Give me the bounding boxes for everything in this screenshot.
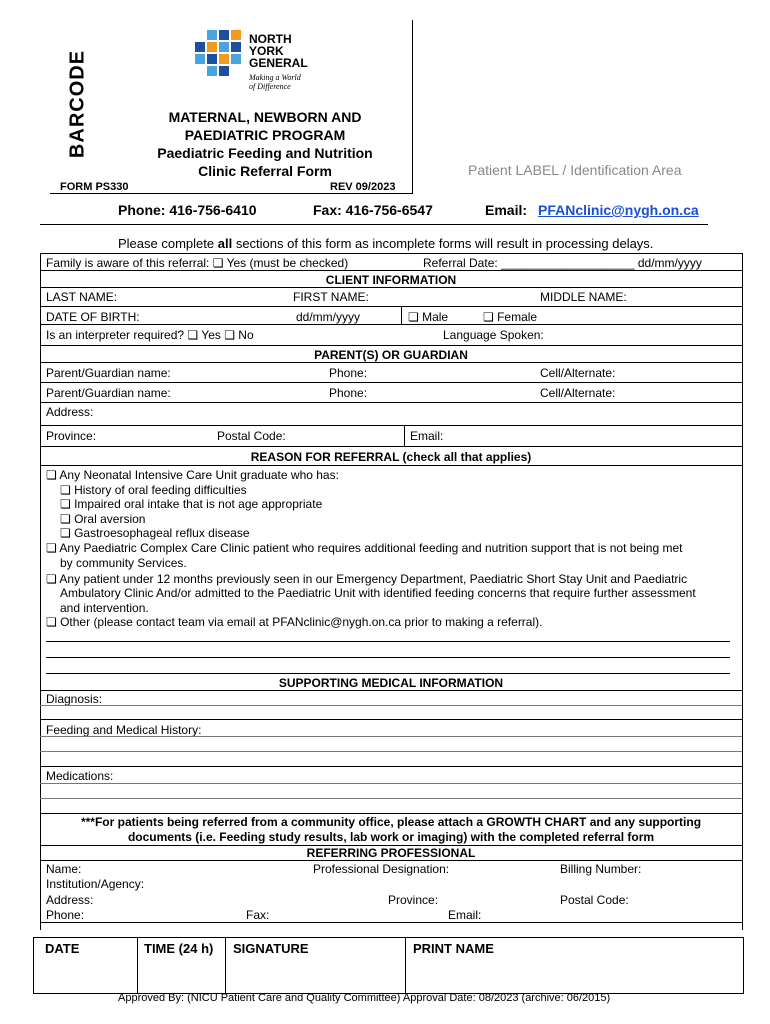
barcode-label: BARCODE <box>66 49 89 159</box>
header-rule <box>50 193 413 194</box>
form-top-border <box>40 253 742 254</box>
last-name-field[interactable]: LAST NAME: <box>46 290 118 304</box>
reason-heading: REASON FOR REFERRAL (check all that applies) <box>250 450 532 464</box>
row-line <box>40 287 742 288</box>
guardian1-phone-field[interactable]: Phone: <box>329 366 368 380</box>
approval-footer: Approved By: (NICU Patient Care and Quality Committee) Approval Date: 08/2023 (archive: 06/2015) <box>118 992 611 1004</box>
row-line <box>40 270 742 271</box>
print-name-cell[interactable]: PRINT NAME <box>413 941 494 956</box>
row-line <box>40 860 742 861</box>
row-line <box>40 345 742 346</box>
medications-field[interactable]: Medications: <box>46 769 114 783</box>
other-line-3[interactable] <box>46 673 730 674</box>
clinic-email-label: Email: <box>485 202 528 218</box>
signature-cell[interactable]: SIGNATURE <box>233 941 309 956</box>
row-line <box>40 306 742 307</box>
label-area-divider <box>412 20 413 194</box>
family-aware-checkbox[interactable]: Family is aware of this referral: ❏ Yes (must be checked) <box>46 256 349 270</box>
language-spoken-field[interactable]: Language Spoken: <box>443 328 544 342</box>
growth-chart-note-1: ***For patients being referred from a community office, please attach a GROWTH CHART and any supporting <box>80 815 702 829</box>
guardian2-phone-field[interactable]: Phone: <box>329 386 368 400</box>
parent-email-field[interactable]: Email: <box>410 429 444 443</box>
north-york-general-logo <box>195 30 247 78</box>
dob-format-hint: dd/mm/yyyy <box>296 310 361 324</box>
reason-complex-care-cont: by community Services. <box>60 556 187 570</box>
referrer-province-field[interactable]: Province: <box>388 893 439 907</box>
row-line <box>40 446 742 447</box>
referrer-address-field[interactable]: Address: <box>46 893 94 907</box>
reason-oral-feeding-checkbox[interactable]: ❏ History of oral feeding difficulties <box>60 483 247 497</box>
reason-under12-cont2: and intervention. <box>60 601 149 615</box>
referrer-phone-field[interactable]: Phone: <box>46 908 85 922</box>
form-title-4: Clinic Referral Form <box>198 163 332 179</box>
cell-divider <box>225 937 226 993</box>
referrer-billing-field[interactable]: Billing Number: <box>560 862 642 876</box>
first-name-field[interactable]: FIRST NAME: <box>293 290 369 304</box>
referrer-designation-field[interactable]: Professional Designation: <box>313 862 450 876</box>
feeding-history-field[interactable]: Feeding and Medical History: <box>46 723 202 737</box>
postal-code-field[interactable]: Postal Code: <box>217 429 286 443</box>
row-line <box>40 813 742 814</box>
form-right-border <box>742 253 743 930</box>
time-cell[interactable]: TIME (24 h) <box>144 941 214 956</box>
reason-nicu-checkbox[interactable]: ❏ Any Neonatal Intensive Care Unit graduate who has: <box>46 468 339 482</box>
reason-impaired-intake-checkbox[interactable]: ❏ Impaired oral intake that is not age appropriate <box>60 497 323 511</box>
logo-tagline-2: of Difference <box>249 82 291 91</box>
referrer-email-field[interactable]: Email: <box>448 908 482 922</box>
guardian2-name-field[interactable]: Parent/Guardian name: <box>46 386 171 400</box>
cell-divider <box>404 425 405 446</box>
form-title-1: MATERNAL, NEWBORN AND <box>168 109 362 125</box>
form-title-2: PAEDIATRIC PROGRAM <box>184 127 346 143</box>
diagnosis-field[interactable]: Diagnosis: <box>46 692 103 706</box>
reason-oral-aversion-checkbox[interactable]: ❏ Oral aversion <box>60 512 146 526</box>
row-line <box>40 382 742 383</box>
growth-chart-note-2: documents (i.e. Feeding study results, lab work or imaging) with the completed referral form <box>127 830 655 844</box>
medical-heading: SUPPORTING MEDICAL INFORMATION <box>278 676 504 690</box>
parents-heading: PARENT(S) OR GUARDIAN <box>314 348 468 362</box>
male-checkbox[interactable]: ❏ Male <box>408 310 449 324</box>
reason-reflux-checkbox[interactable]: ❏ Gastroesophageal reflux disease <box>60 526 250 540</box>
cell-divider <box>405 937 406 993</box>
other-line-2[interactable] <box>46 657 730 658</box>
logo-tagline-1: Making a World <box>249 73 301 82</box>
address-field[interactable]: Address: <box>46 405 94 419</box>
reason-other-checkbox[interactable]: ❏ Other (please contact team via email at PFANclinic@nygh.on.ca prior to making a referral). <box>46 615 543 629</box>
clinic-email-link[interactable]: PFANclinic@nygh.on.ca <box>538 202 699 218</box>
row-line <box>40 751 742 752</box>
guardian1-name-field[interactable]: Parent/Guardian name: <box>46 366 171 380</box>
row-line <box>40 783 742 784</box>
guardian1-cell-field[interactable]: Cell/Alternate: <box>540 366 616 380</box>
referral-date-field[interactable]: Referral Date: ____________________ dd/mm/yyyy <box>423 256 702 270</box>
referrer-name-field[interactable]: Name: <box>46 862 82 876</box>
clinic-fax: Fax: 416-756-6547 <box>313 202 433 218</box>
date-cell[interactable]: DATE <box>45 941 80 956</box>
signature-table <box>33 937 744 994</box>
revision: REV 09/2023 <box>330 181 396 193</box>
referrer-postal-field[interactable]: Postal Code: <box>560 893 629 907</box>
province-field[interactable]: Province: <box>46 429 97 443</box>
other-line-1[interactable] <box>46 641 730 642</box>
middle-name-field[interactable]: MIDDLE NAME: <box>540 290 627 304</box>
row-line <box>40 402 742 403</box>
referring-heading: REFERRING PROFESSIONAL <box>306 846 476 860</box>
row-line <box>40 922 742 923</box>
reason-under12-cont1: Ambulatory Clinic And/or admitted to the Paediatric Unit with identified feeding concerns that require further assessment <box>60 586 696 600</box>
reason-under12-checkbox[interactable]: ❏ Any patient under 12 months previously seen in our Emergency Department, Paediatric Short Stay Unit and Paediatric <box>46 572 688 586</box>
row-line <box>40 705 742 706</box>
barcode-area <box>58 48 98 160</box>
contact-rule <box>40 224 708 225</box>
guardian2-cell-field[interactable]: Cell/Alternate: <box>540 386 616 400</box>
client-info-heading: CLIENT INFORMATION <box>325 273 457 287</box>
female-checkbox[interactable]: ❏ Female <box>483 310 538 324</box>
cell-divider <box>401 306 402 324</box>
logo-text-york: YORK <box>249 44 284 58</box>
logo-text-north: NORTH <box>249 32 292 46</box>
interpreter-checkboxes[interactable]: Is an interpreter required? ❏ Yes ❏ No <box>46 328 254 342</box>
row-line <box>40 362 742 363</box>
row-line <box>40 798 742 799</box>
referrer-institution-field[interactable]: Institution/Agency: <box>46 877 145 891</box>
form-number: FORM PS330 <box>60 181 129 193</box>
row-line <box>40 425 742 426</box>
instruction-text: Please complete all sections of this form as incomplete forms will result in processing delays. <box>118 236 654 251</box>
clinic-phone: Phone: 416-756-6410 <box>118 202 257 218</box>
row-line <box>40 690 742 691</box>
referrer-fax-field[interactable]: Fax: <box>246 908 270 922</box>
reason-complex-care-checkbox[interactable]: ❏ Any Paediatric Complex Care Clinic patient who requires additional feeding and nutrition support that is not being met <box>46 541 683 555</box>
cell-divider <box>137 937 138 993</box>
logo-text-general: GENERAL <box>249 56 308 70</box>
patient-label-area: Patient LABEL / Identification Area <box>468 162 682 178</box>
row-line <box>40 766 742 767</box>
dob-field[interactable]: DATE OF BIRTH: <box>46 310 140 324</box>
row-line <box>40 324 742 325</box>
row-line <box>40 465 742 466</box>
row-line <box>40 719 742 720</box>
form-title-3: Paediatric Feeding and Nutrition <box>157 145 373 161</box>
row-line <box>40 736 742 737</box>
